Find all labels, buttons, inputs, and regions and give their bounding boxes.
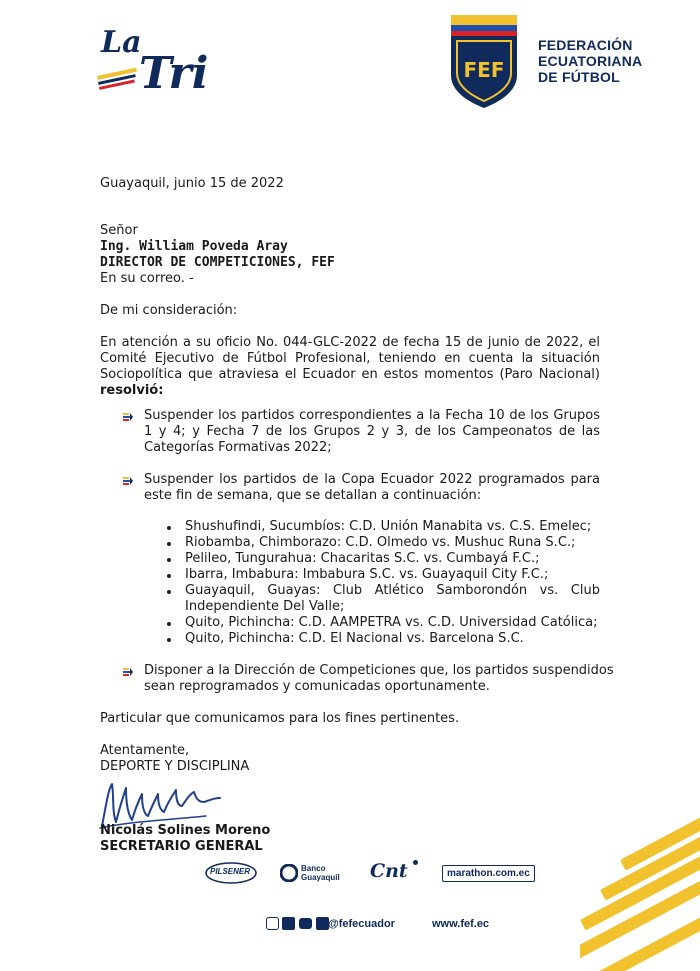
bullet-dot [167, 574, 171, 578]
recipient-position: DIRECTOR DE COMPETICIONES, FEF [100, 255, 335, 270]
bullet-dot [167, 622, 171, 626]
motto: DEPORTE Y DISCIPLINA [100, 759, 250, 774]
fef-crest-icon [447, 15, 521, 109]
sponsor-banco-guayaquil [280, 862, 350, 886]
signatory-name: Nicolás Solines Moreno [100, 823, 271, 838]
farewell: Atentamente, [100, 743, 190, 758]
greeting: De mi consideración: [100, 303, 238, 318]
svg-text:La: La [101, 25, 142, 60]
match-item: Independiente Del Valle; [185, 599, 345, 614]
resolution-line: Suspender los partidos correspondientes a la Fecha 10 de los Grupos [144, 408, 600, 423]
guayaquil-label: Guayaquil [301, 873, 340, 882]
match-item: Quito, Pichincha: C.D. AAMPETRA vs. C.D. Universidad Católica; [185, 615, 598, 630]
resolution-1 [144, 408, 600, 456]
bullet-dot [167, 558, 171, 562]
sponsor-marathon: marathon.com.ec [442, 865, 535, 882]
match-item: Pelileo, Tungurahua: Chacaritas S.C. vs. Cumbayá F.C.; [185, 551, 540, 566]
sponsor-pilsener-label: PILSENER [210, 867, 251, 876]
resolution-line: Disponer a la Dirección de Competiciones que, los partidos suspendidos [144, 663, 614, 678]
federation-name [538, 37, 642, 85]
la-tri-logo [95, 18, 220, 100]
match-item: Shushufindi, Sucumbíos: C.D. Unión Manabita vs. C.S. Emelec; [185, 519, 592, 534]
place-date: Guayaquil, junio 15 de 2022 [100, 176, 284, 191]
delivery-note: En su correo. - [100, 271, 194, 286]
intro-line: En atención a su oficio No. 044-GLC-2022 de fecha 15 de junio de 2022, el [100, 335, 600, 350]
federation-name-line1: FEDERACIÓN [538, 37, 633, 53]
cnt-dot-icon [413, 860, 418, 865]
instagram-icon[interactable] [266, 917, 279, 930]
federation-name-line2: ECUATORIANA [538, 53, 643, 69]
svg-text:Tri: Tri [139, 48, 209, 99]
match-item: Riobamba, Chimborazo: C.D. Olmedo vs. Mushuc Runa S.C.; [185, 535, 576, 550]
resolved-label: resolvió: [100, 383, 164, 398]
match-item: Ibarra, Imbabura: Imbabura S.C. vs. Guayaquil City F.C.; [185, 567, 549, 582]
arrow-bullet-icon [122, 411, 134, 423]
match-item: Guayaquil, Guayas: Club Atlético Samborondón vs. Club [185, 583, 600, 598]
youtube-icon[interactable] [299, 918, 312, 929]
resolution-line: este fin de semana, que se detallan a continuación: [144, 488, 482, 503]
arrow-bullet-icon [122, 666, 134, 678]
closing-note: Particular que comunicamos para los fines pertinentes. [100, 711, 460, 726]
intro-line: Comité Ejecutivo de Fútbol Profesional, teniendo en cuenta la situación [100, 351, 600, 366]
match-item: Quito, Pichincha: C.D. El Nacional vs. Barcelona S.C. [185, 631, 524, 646]
facebook-icon[interactable] [282, 917, 295, 930]
resolution-line: sean reprogramados y comunicadas oportunamente. [144, 679, 490, 694]
intro-paragraph [100, 335, 600, 399]
resolution-line: Suspender los partidos de la Copa Ecuador 2022 programados para [144, 472, 600, 487]
bullet-dot [167, 542, 171, 546]
recipient-name: Ing. William Poveda Aray [100, 239, 288, 254]
bullet-dot [167, 526, 171, 530]
banco-guayaquil-logo-icon [280, 864, 298, 882]
bullet-dot [167, 590, 171, 594]
resolution-line: 1 y 4; y Fecha 7 de los Grupos 2 y 3, de los Campeonatos de las [144, 424, 600, 439]
bullet-dot [167, 638, 171, 642]
resolution-line: Categorías Formativas 2022; [144, 440, 332, 455]
resolution-2 [144, 472, 600, 504]
signatory-title: SECRETARIO GENERAL [100, 839, 263, 854]
arrow-bullet-icon [122, 475, 134, 487]
intro-line: Sociopolítica que atraviesa el Ecuador en estos momentos (Paro Nacional) [100, 367, 600, 382]
social-handle[interactable]: @fefecuador [328, 918, 395, 930]
sponsor-cnt: Cnt [370, 860, 408, 882]
crest-initials: FEF [463, 58, 505, 82]
resolution-3 [144, 663, 614, 695]
website-link[interactable]: www.fef.ec [432, 918, 490, 930]
sponsor-pilsener [205, 862, 257, 884]
federation-name-line3: DE FÚTBOL [538, 69, 620, 85]
corner-stripes-decoration [580, 800, 700, 971]
banco-label: Banco [301, 864, 326, 873]
salutation-title: Señor [100, 223, 138, 238]
